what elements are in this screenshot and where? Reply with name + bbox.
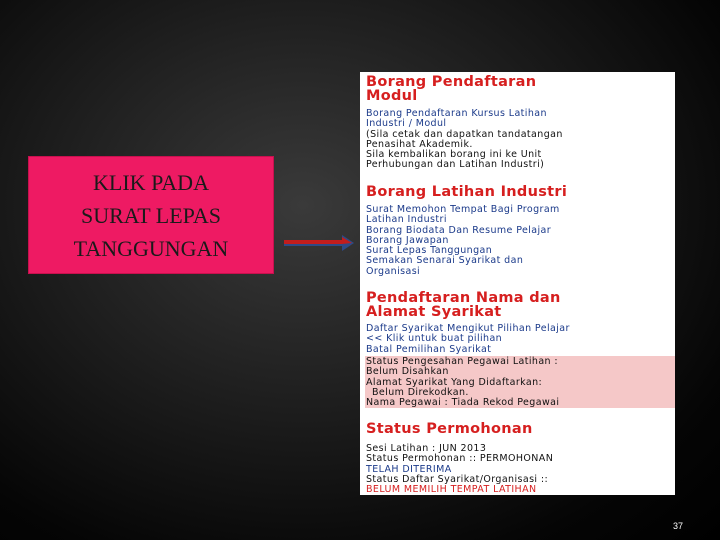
alamat-syarikat-value: Belum Direkodkan. bbox=[372, 386, 469, 398]
link-daftar-syarikat[interactable]: Daftar Syarikat Mengikut Pilihan Pelajar bbox=[366, 323, 570, 334]
section-borang-pendaftaran-modul bbox=[360, 75, 675, 103]
status-pengesahan-value: Belum Disahkan bbox=[366, 366, 449, 378]
link-borang-pendaftaran-kursus-cont[interactable]: Industri / Modul bbox=[366, 118, 447, 130]
heading-pendaftaran-nama-line2: Alamat Syarikat bbox=[366, 304, 502, 320]
note-line-3: Sila kembalikan borang ini ke Unit bbox=[366, 149, 542, 161]
link-surat-lepas-tanggungan[interactable]: Surat Lepas Tanggungan bbox=[366, 245, 493, 257]
heading-borang-latihan-industri: Borang Latihan Industri bbox=[366, 184, 568, 200]
callout-line-3: TANGGUNGAN bbox=[73, 235, 229, 261]
link-semakan-senarai-syarikat-cont[interactable]: Organisasi bbox=[366, 265, 421, 277]
callout-line-2: SURAT LEPAS bbox=[80, 202, 221, 228]
link-borang-biodata[interactable]: Borang Biodata Dan Resume Pelajar bbox=[366, 224, 552, 236]
note-line-2: Penasihat Akademik. bbox=[366, 138, 473, 150]
pointer-arrow-icon bbox=[284, 234, 356, 256]
link-batal-pemilihan[interactable]: Batal Pemilihan Syarikat bbox=[366, 343, 492, 355]
link-borang-pendaftaran-kursus[interactable]: Borang Pendaftaran Kursus Latihan bbox=[366, 108, 547, 119]
link-surat-memohon-tempat-cont[interactable]: Latihan Industri bbox=[366, 214, 447, 226]
sesi-latihan: Sesi Latihan : JUN 2013 bbox=[366, 443, 487, 454]
section-borang-latihan-industri bbox=[360, 185, 675, 199]
status-daftar-syarikat-value: BELUM MEMILIH TEMPAT LATIHAN bbox=[366, 484, 537, 495]
status-permohonan-value: TELAH DITERIMA bbox=[366, 463, 452, 475]
heading-pendaftaran-nama-line1: Pendaftaran Nama dan bbox=[366, 290, 561, 306]
nama-pegawai-status: Nama Pegawai : Tiada Rekod Pegawai bbox=[366, 397, 560, 409]
instruction-callout bbox=[28, 156, 274, 274]
link-surat-memohon-tempat[interactable]: Surat Memohon Tempat Bagi Program bbox=[366, 204, 560, 215]
callout-line-1: KLIK PADA bbox=[93, 169, 209, 195]
link-borang-jawapan[interactable]: Borang Jawapan bbox=[366, 234, 449, 246]
section-status-permohonan bbox=[360, 422, 675, 436]
heading-borang-pendaftaran-modul-line2: Modul bbox=[366, 88, 418, 104]
heading-borang-pendaftaran-modul-line1: Borang Pendaftaran bbox=[366, 74, 537, 90]
link-semakan-senarai-syarikat[interactable]: Semakan Senarai Syarikat dan bbox=[366, 255, 524, 267]
status-permohonan-label: Status Permohonan :: PERMOHONAN bbox=[366, 453, 554, 465]
status-pengesahan-label: Status Pengesahan Pegawai Latihan : bbox=[366, 356, 558, 367]
list-status-permohonan bbox=[360, 444, 675, 495]
list-borang-latihan-industri bbox=[360, 205, 675, 277]
section-pendaftaran-nama bbox=[360, 291, 675, 319]
list-borang-pendaftaran-modul bbox=[360, 109, 675, 171]
status-pengesahan-text bbox=[360, 357, 675, 408]
note-line-4: Perhubungan dan Latihan Industri) bbox=[366, 159, 545, 171]
alamat-syarikat-label: Alamat Syarikat Yang Didaftarkan: bbox=[366, 376, 543, 388]
heading-status-permohonan: Status Permohonan bbox=[366, 421, 533, 437]
status-daftar-syarikat-label: Status Daftar Syarikat/Organisasi :: bbox=[366, 473, 549, 485]
note-line-1: (Sila cetak dan dapatkan tandatangan bbox=[366, 128, 563, 140]
link-klik-buat-pilihan[interactable]: << Klik untuk buat pilihan bbox=[366, 333, 503, 345]
list-pendaftaran-nama bbox=[360, 324, 675, 355]
web-page-screenshot-panel bbox=[360, 72, 675, 495]
slide-page-number: 37 bbox=[673, 521, 684, 531]
